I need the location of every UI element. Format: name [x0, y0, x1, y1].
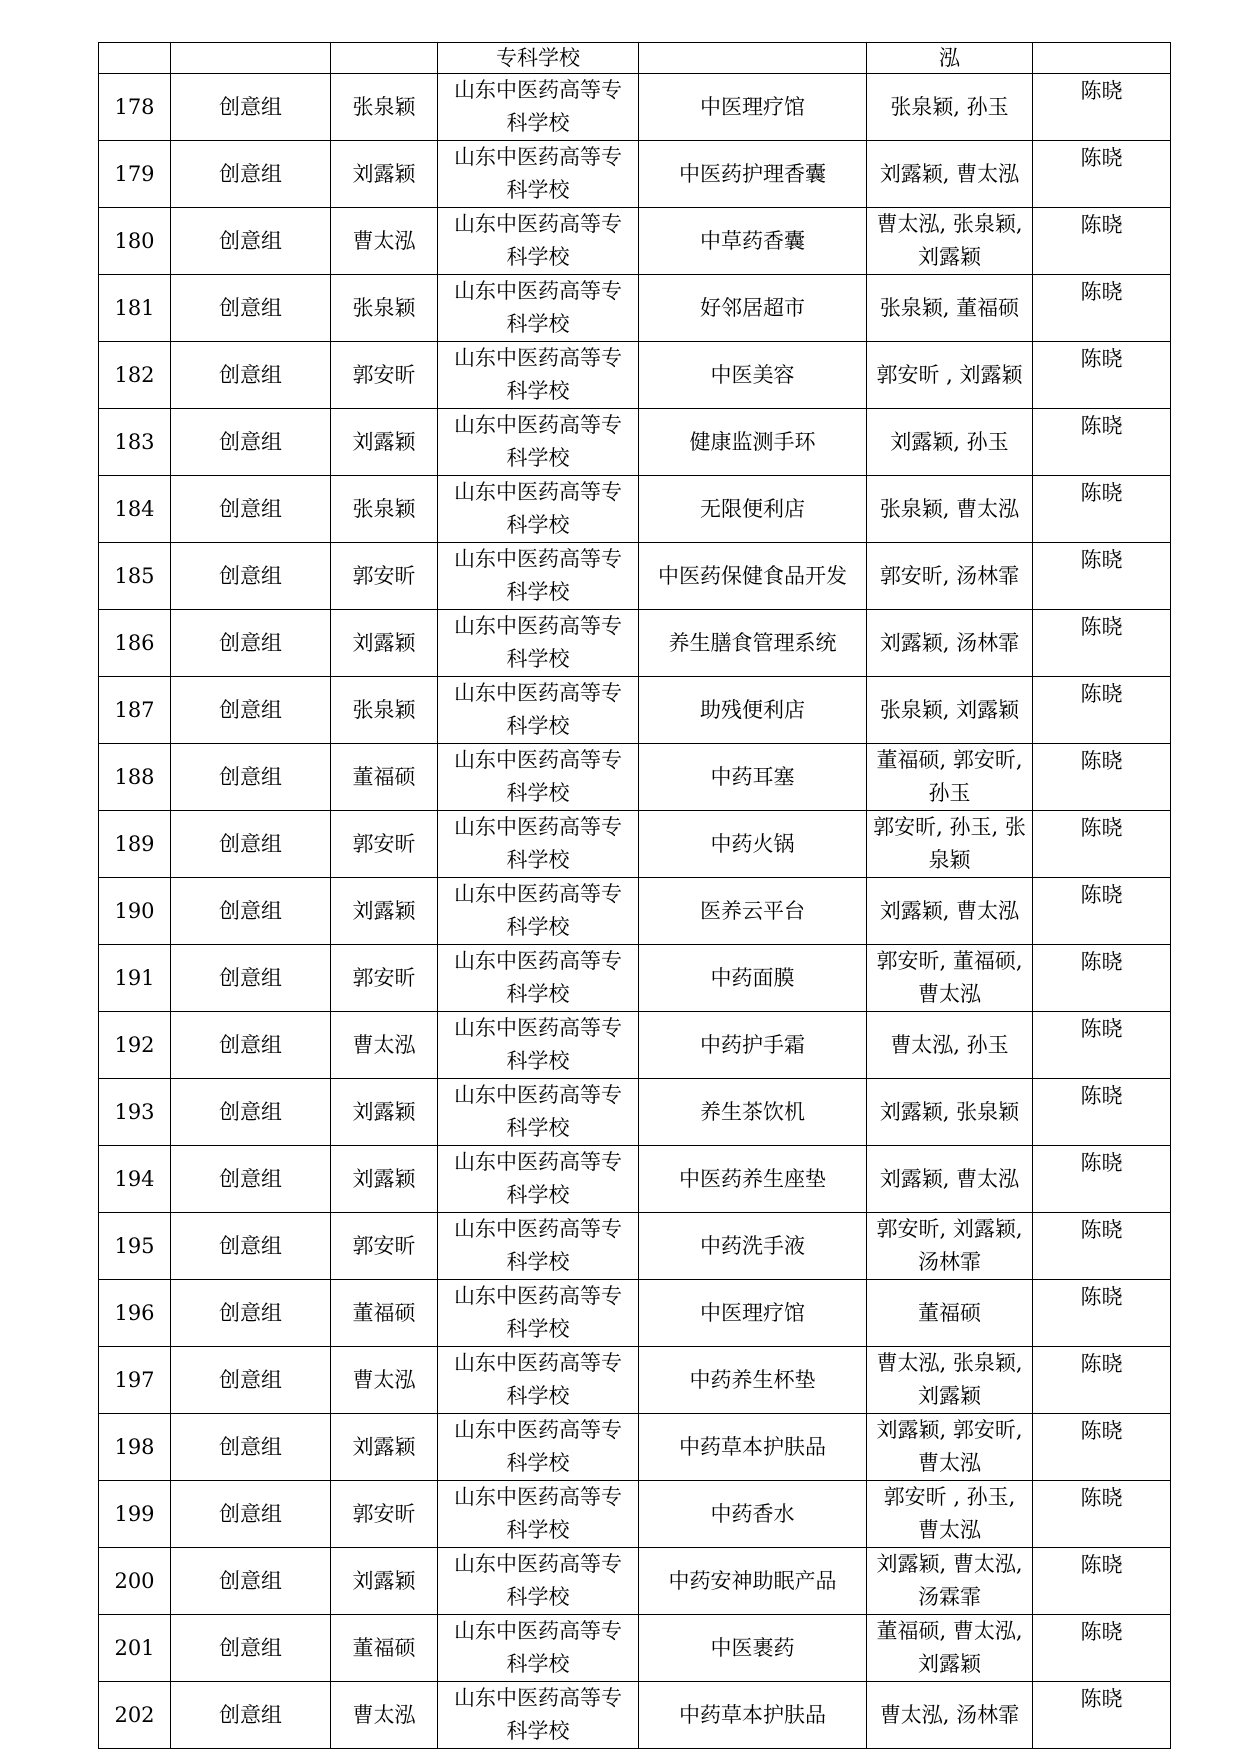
cell-project: 中医裹药: [639, 1615, 867, 1682]
cell-no: 182: [99, 342, 171, 409]
cell-members: 刘露颖, 孙玉: [867, 409, 1033, 476]
cell-advisor: 陈晓: [1033, 1213, 1171, 1280]
cell-group: 创意组: [171, 677, 331, 744]
cell-no: 183: [99, 409, 171, 476]
cell-group: 创意组: [171, 610, 331, 677]
cell-advisor: 陈晓: [1033, 1012, 1171, 1079]
cell-leader: 曹太泓: [331, 1012, 438, 1079]
cell-leader: 刘露颖: [331, 878, 438, 945]
cell-group: 创意组: [171, 141, 331, 208]
cell-group: 创意组: [171, 543, 331, 610]
cell-members: 郭安昕, 汤林霏: [867, 543, 1033, 610]
cell-leader: 郭安昕: [331, 1213, 438, 1280]
table-row: [99, 409, 1171, 476]
cell-advisor: 陈晓: [1033, 208, 1171, 275]
cell-school: 山东中医药高等专科学校: [438, 1280, 639, 1347]
cell-leader: 张泉颖: [331, 74, 438, 141]
cell-advisor: 陈晓: [1033, 476, 1171, 543]
cell-project: 中医药保健食品开发: [639, 543, 867, 610]
cell-group: 创意组: [171, 409, 331, 476]
table-row: [99, 610, 1171, 677]
cell-leader: 刘露颖: [331, 1079, 438, 1146]
cell-no: 198: [99, 1414, 171, 1481]
cell-project: 中药耳塞: [639, 744, 867, 811]
cell-school: 山东中医药高等专科学校: [438, 342, 639, 409]
cell-school: 山东中医药高等专科学校: [438, 1481, 639, 1548]
cell-group: 创意组: [171, 1548, 331, 1615]
cell-project: 好邻居超市: [639, 275, 867, 342]
cell-school: 专科学校: [438, 43, 639, 74]
cell-group: 创意组: [171, 744, 331, 811]
cell-advisor: 陈晓: [1033, 744, 1171, 811]
cell-leader: 郭安昕: [331, 811, 438, 878]
cell-group: 创意组: [171, 275, 331, 342]
cell-school: 山东中医药高等专科学校: [438, 409, 639, 476]
cell-advisor: 陈晓: [1033, 141, 1171, 208]
cell-no: 194: [99, 1146, 171, 1213]
table-row: [99, 1012, 1171, 1079]
cell-no: 199: [99, 1481, 171, 1548]
cell-project: 中医美容: [639, 342, 867, 409]
cell-advisor: 陈晓: [1033, 409, 1171, 476]
cell-project: 中医理疗馆: [639, 74, 867, 141]
cell-no: 187: [99, 677, 171, 744]
cell-leader: 张泉颖: [331, 677, 438, 744]
cell-project: 养生茶饮机: [639, 1079, 867, 1146]
cell-advisor: 陈晓: [1033, 811, 1171, 878]
table-row: [99, 1481, 1171, 1548]
cell-school: 山东中医药高等专科学校: [438, 476, 639, 543]
cell-school: 山东中医药高等专科学校: [438, 543, 639, 610]
cell-no: 188: [99, 744, 171, 811]
cell-leader: 张泉颖: [331, 476, 438, 543]
cell-no: 186: [99, 610, 171, 677]
cell-school: 山东中医药高等专科学校: [438, 208, 639, 275]
cell-group: 创意组: [171, 1414, 331, 1481]
cell-group: 创意组: [171, 1682, 331, 1749]
table-row: [99, 342, 1171, 409]
cell-no: 195: [99, 1213, 171, 1280]
table-row: [99, 677, 1171, 744]
cell-school: 山东中医药高等专科学校: [438, 275, 639, 342]
table-row: [99, 275, 1171, 342]
cell-members: 曹太泓, 孙玉: [867, 1012, 1033, 1079]
cell-members: 曹太泓, 张泉颖, 刘露颖: [867, 208, 1033, 275]
cell-project: 中药火锅: [639, 811, 867, 878]
cell-members: 刘露颖, 曹太泓: [867, 878, 1033, 945]
table-row: [99, 543, 1171, 610]
cell-leader: 郭安昕: [331, 342, 438, 409]
cell-advisor: 陈晓: [1033, 677, 1171, 744]
cell-group: 创意组: [171, 1347, 331, 1414]
cell-no: 190: [99, 878, 171, 945]
table-row: [99, 1414, 1171, 1481]
project-list-table: [98, 42, 1171, 1749]
cell-school: 山东中医药高等专科学校: [438, 1347, 639, 1414]
cell-group: 创意组: [171, 74, 331, 141]
cell-leader: 郭安昕: [331, 945, 438, 1012]
table-row: [99, 878, 1171, 945]
cell-group: 创意组: [171, 811, 331, 878]
cell-group: [171, 43, 331, 74]
table-row: [99, 476, 1171, 543]
cell-leader: 刘露颖: [331, 1146, 438, 1213]
cell-members: 曹太泓, 汤林霏: [867, 1682, 1033, 1749]
cell-school: 山东中医药高等专科学校: [438, 1414, 639, 1481]
cell-no: 200: [99, 1548, 171, 1615]
cell-members: 刘露颖, 曹太泓: [867, 1146, 1033, 1213]
table-row: [99, 1146, 1171, 1213]
cell-members: 刘露颖, 汤林霏: [867, 610, 1033, 677]
cell-leader: 刘露颖: [331, 1414, 438, 1481]
table-row: [99, 945, 1171, 1012]
cell-leader: 刘露颖: [331, 1548, 438, 1615]
cell-no: 181: [99, 275, 171, 342]
cell-project: [639, 43, 867, 74]
cell-no: 179: [99, 141, 171, 208]
cell-leader: [331, 43, 438, 74]
cell-school: 山东中医药高等专科学校: [438, 1213, 639, 1280]
cell-advisor: 陈晓: [1033, 1548, 1171, 1615]
cell-members: 郭安昕, 孙玉, 张泉颖: [867, 811, 1033, 878]
table-row: [99, 1347, 1171, 1414]
cell-advisor: 陈晓: [1033, 1481, 1171, 1548]
cell-no: 189: [99, 811, 171, 878]
cell-no: 180: [99, 208, 171, 275]
cell-no: 202: [99, 1682, 171, 1749]
cell-advisor: 陈晓: [1033, 610, 1171, 677]
cell-no: 185: [99, 543, 171, 610]
table-row: [99, 1079, 1171, 1146]
cell-no: 192: [99, 1012, 171, 1079]
cell-leader: 刘露颖: [331, 141, 438, 208]
cell-group: 创意组: [171, 1146, 331, 1213]
cell-members: 董福硕, 郭安昕, 孙玉: [867, 744, 1033, 811]
cell-project: 养生膳食管理系统: [639, 610, 867, 677]
cell-members: 刘露颖, 曹太泓, 汤霖霏: [867, 1548, 1033, 1615]
cell-advisor: 陈晓: [1033, 1682, 1171, 1749]
table-row: [99, 1213, 1171, 1280]
table-body: [99, 43, 1171, 1749]
cell-group: 创意组: [171, 1615, 331, 1682]
cell-members: 张泉颖, 刘露颖: [867, 677, 1033, 744]
cell-advisor: 陈晓: [1033, 945, 1171, 1012]
cell-members: 董福硕: [867, 1280, 1033, 1347]
cell-leader: 张泉颖: [331, 275, 438, 342]
cell-leader: 董福硕: [331, 1280, 438, 1347]
cell-school: 山东中医药高等专科学校: [438, 1615, 639, 1682]
cell-advisor: 陈晓: [1033, 878, 1171, 945]
cell-members: 郭安昕 , 刘露颖: [867, 342, 1033, 409]
cell-project: 中药养生杯垫: [639, 1347, 867, 1414]
cell-school: 山东中医药高等专科学校: [438, 677, 639, 744]
cell-members: 郭安昕, 董福硕, 曹太泓: [867, 945, 1033, 1012]
cell-no: 184: [99, 476, 171, 543]
cell-no: 193: [99, 1079, 171, 1146]
table-row: [99, 1682, 1171, 1749]
table-row: [99, 1548, 1171, 1615]
cell-group: 创意组: [171, 1012, 331, 1079]
cell-advisor: 陈晓: [1033, 1079, 1171, 1146]
cell-members: 郭安昕, 刘露颖, 汤林霏: [867, 1213, 1033, 1280]
cell-leader: 郭安昕: [331, 1481, 438, 1548]
cell-members: 郭安昕 , 孙玉, 曹太泓: [867, 1481, 1033, 1548]
cell-members: 曹太泓, 张泉颖, 刘露颖: [867, 1347, 1033, 1414]
cell-advisor: 陈晓: [1033, 342, 1171, 409]
cell-group: 创意组: [171, 945, 331, 1012]
cell-group: 创意组: [171, 1213, 331, 1280]
cell-project: 中草药香囊: [639, 208, 867, 275]
cell-no: 196: [99, 1280, 171, 1347]
cell-leader: 董福硕: [331, 1615, 438, 1682]
cell-project: 无限便利店: [639, 476, 867, 543]
table-row: [99, 1615, 1171, 1682]
cell-no: 191: [99, 945, 171, 1012]
table-row: [99, 811, 1171, 878]
cell-group: 创意组: [171, 208, 331, 275]
cell-members: 张泉颖, 孙玉: [867, 74, 1033, 141]
cell-school: 山东中医药高等专科学校: [438, 878, 639, 945]
cell-project: 中药草本护肤品: [639, 1682, 867, 1749]
cell-no: [99, 43, 171, 74]
cell-group: 创意组: [171, 1481, 331, 1548]
cell-members: 泓: [867, 43, 1033, 74]
cell-school: 山东中医药高等专科学校: [438, 1079, 639, 1146]
cell-advisor: 陈晓: [1033, 543, 1171, 610]
cell-advisor: 陈晓: [1033, 1146, 1171, 1213]
cell-advisor: 陈晓: [1033, 74, 1171, 141]
table-row: [99, 74, 1171, 141]
cell-school: 山东中医药高等专科学校: [438, 141, 639, 208]
cell-leader: 郭安昕: [331, 543, 438, 610]
cell-project: 中药草本护肤品: [639, 1414, 867, 1481]
cell-project: 中药护手霜: [639, 1012, 867, 1079]
cell-project: 健康监测手环: [639, 409, 867, 476]
cell-leader: 曹太泓: [331, 208, 438, 275]
cell-school: 山东中医药高等专科学校: [438, 811, 639, 878]
cell-members: 刘露颖, 郭安昕, 曹太泓: [867, 1414, 1033, 1481]
cell-project: 中医药护理香囊: [639, 141, 867, 208]
cell-members: 张泉颖, 曹太泓: [867, 476, 1033, 543]
cell-no: 178: [99, 74, 171, 141]
cell-group: 创意组: [171, 476, 331, 543]
cell-group: 创意组: [171, 342, 331, 409]
cell-project: 助残便利店: [639, 677, 867, 744]
cell-members: 刘露颖, 张泉颖: [867, 1079, 1033, 1146]
cell-advisor: [1033, 43, 1171, 74]
cell-no: 197: [99, 1347, 171, 1414]
cell-advisor: 陈晓: [1033, 1280, 1171, 1347]
cell-advisor: 陈晓: [1033, 1615, 1171, 1682]
cell-leader: 曹太泓: [331, 1347, 438, 1414]
cell-leader: 曹太泓: [331, 1682, 438, 1749]
cell-advisor: 陈晓: [1033, 1347, 1171, 1414]
cell-school: 山东中医药高等专科学校: [438, 610, 639, 677]
cell-school: 山东中医药高等专科学校: [438, 1548, 639, 1615]
cell-project: 中医理疗馆: [639, 1280, 867, 1347]
cell-no: 201: [99, 1615, 171, 1682]
cell-project: 中药安神助眠产品: [639, 1548, 867, 1615]
cell-group: 创意组: [171, 1079, 331, 1146]
cell-project: 中药面膜: [639, 945, 867, 1012]
table-row: [99, 744, 1171, 811]
cell-school: 山东中医药高等专科学校: [438, 1146, 639, 1213]
cell-leader: 刘露颖: [331, 409, 438, 476]
table-row: [99, 1280, 1171, 1347]
cell-advisor: 陈晓: [1033, 1414, 1171, 1481]
cell-group: 创意组: [171, 1280, 331, 1347]
continuation-row: [99, 43, 1171, 74]
cell-group: 创意组: [171, 878, 331, 945]
cell-members: 张泉颖, 董福硕: [867, 275, 1033, 342]
cell-project: 中药洗手液: [639, 1213, 867, 1280]
cell-school: 山东中医药高等专科学校: [438, 744, 639, 811]
table-row: [99, 141, 1171, 208]
cell-project: 中药香水: [639, 1481, 867, 1548]
cell-project: 医养云平台: [639, 878, 867, 945]
cell-members: 刘露颖, 曹太泓: [867, 141, 1033, 208]
cell-leader: 董福硕: [331, 744, 438, 811]
cell-school: 山东中医药高等专科学校: [438, 1012, 639, 1079]
cell-members: 董福硕, 曹太泓, 刘露颖: [867, 1615, 1033, 1682]
cell-advisor: 陈晓: [1033, 275, 1171, 342]
cell-leader: 刘露颖: [331, 610, 438, 677]
cell-project: 中医药养生座垫: [639, 1146, 867, 1213]
cell-school: 山东中医药高等专科学校: [438, 74, 639, 141]
cell-school: 山东中医药高等专科学校: [438, 945, 639, 1012]
table-row: [99, 208, 1171, 275]
cell-school: 山东中医药高等专科学校: [438, 1682, 639, 1749]
